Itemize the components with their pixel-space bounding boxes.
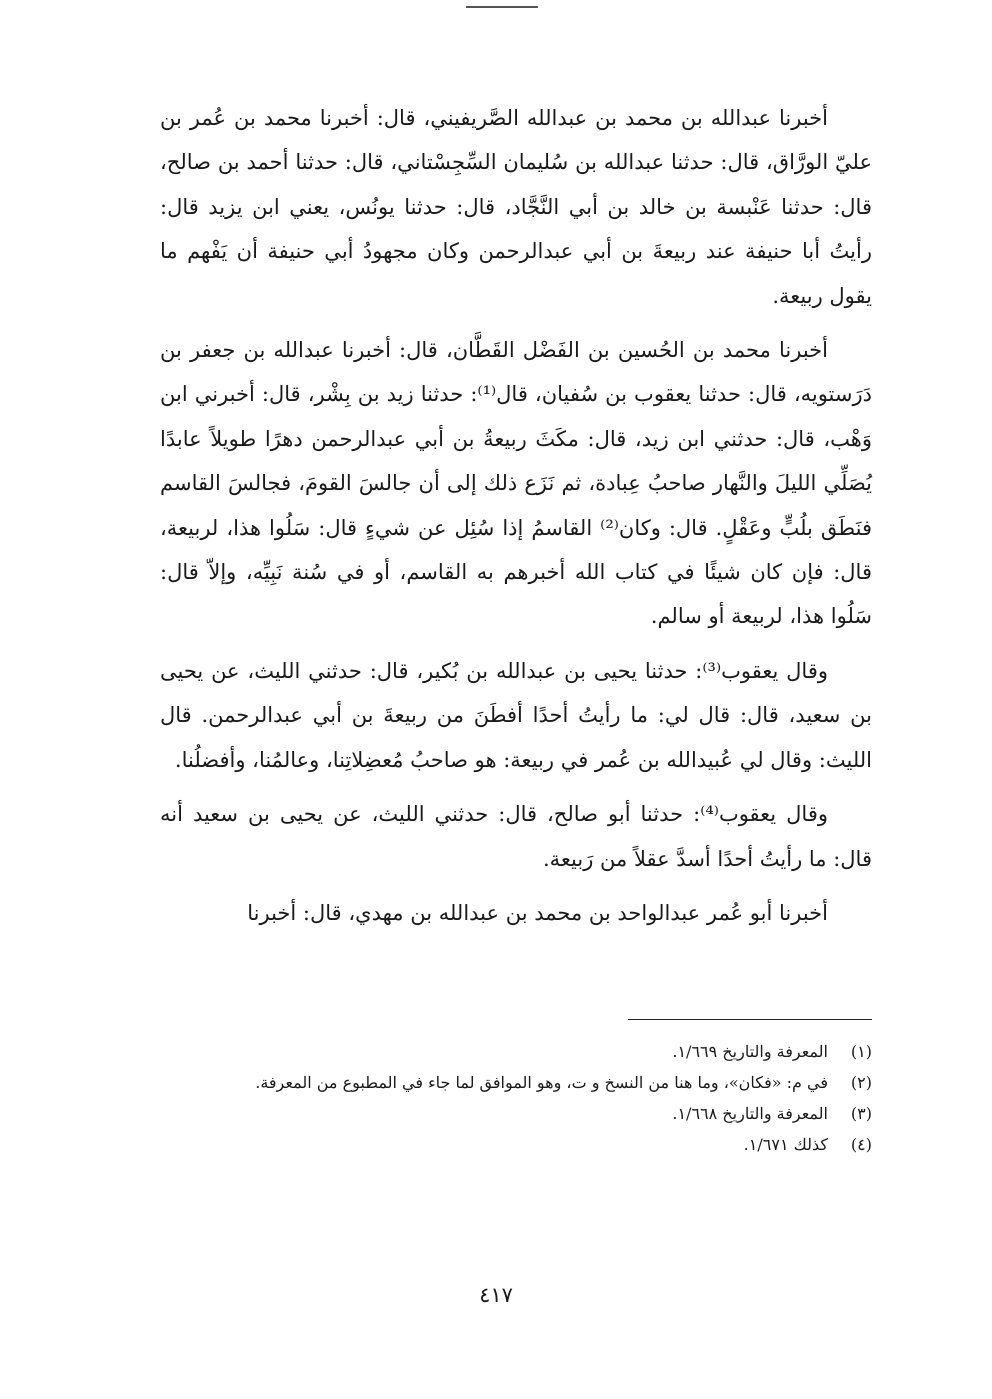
footnote-number: (٣) xyxy=(850,1104,872,1123)
footnote-3 xyxy=(160,1098,872,1129)
paragraph-5: أخبرنا أبو عُمر عبدالواحد بن محمد بن عبدالله بن مهدي، قال: أخبرنا xyxy=(247,900,828,925)
footnote-number: (٤) xyxy=(850,1135,872,1154)
top-rule xyxy=(466,6,538,8)
footnotes xyxy=(160,1036,872,1160)
footnote-1 xyxy=(160,1036,872,1067)
footnote-number: (١) xyxy=(850,1042,872,1061)
paragraph-4: وقال يعقوب⁽⁴⁾: حدثنا أبو صالح، قال: حدثني الليث، عن يحيى بن سعيد أنه قال: ما رأيتُ أحدًا أسدَّ عقلاً من رَبيعة. xyxy=(160,802,872,871)
footnote-text: كذلك ١/٦٧١. xyxy=(743,1135,828,1154)
paragraph-3: وقال يعقوب⁽³⁾: حدثنا يحيى بن عبدالله بن بُكير، قال: حدثني الليث، عن يحيى بن سعيد، قال: قال لي: ما رأيتُ أحدًا أفطَنَ من ربيعةَ بن أبي عبدالرحمن. قال الليث: وقال لي عُبيدالله بن عُمر في ربيعة: هو صاحبُ مُعضِلاتِنا، وعالمُنا، وأفضلُنا. xyxy=(160,658,872,772)
footnote-text: المعرفة والتاريخ ١/٦٦٩. xyxy=(672,1042,828,1061)
paragraph-2: أخبرنا محمد بن الحُسين بن الفَضْل القَطَّان، قال: أخبرنا عبدالله بن جعفر بن دَرَستويه، قال: حدثنا يعقوب بن سُفيان، قال⁽¹⁾: حدثنا زيد بن بِشْر، قال: أخبرني ابن وَهْب، قال: حدثني ابن زيد، قال: مكَثَ ربيعةُ بن أبي عبدالرحمن دهرًا طويلاً عابدًا يُصَلِّي الليلَ والنَّهار صاحبُ عِبادة، ثم نَزَع ذلك إلى أن جالسَ القومَ، فجالسَ القاسم فنَطَق بلُبٍّ وعَقْلٍ. قال: وكان⁽²⁾ القاسمُ إذا سُئِل عن شيءٍ قال: سَلُوا هذا، لربيعة، قال: فإن كان شيئًا في كتاب الله أخبرهم به القاسم، أو في سُنة نَبِيِّه، وإلاّ قال: سَلُوا هذا، لربيعة أو سالم. xyxy=(160,338,872,629)
paragraph-1: أخبرنا عبدالله بن محمد بن عبدالله الصَّريفيني، قال: أخبرنا محمد بن عُمر بن عليّ الورَّاق، قال: حدثنا عبدالله بن سُليمان السِّجِسْتاني، قال: حدثنا أحمد بن صالح، قال: حدثنا عَنْبسة بن خالد بن أبي النَّجَّاد، قال: حدثنا يونُس، يعني ابن يزيد قال: رأيتُ أبا حنيفة عند ربيعةَ بن أبي عبدالرحمن وكان مجهودُ أبي حنيفة أن يَفْهم ما يقول ربيعة. xyxy=(160,106,872,308)
main-text xyxy=(160,96,872,935)
footnote-separator xyxy=(628,1019,872,1020)
footnote-2 xyxy=(160,1067,872,1098)
footnote-text: في م: «فكان»، وما هنا من النسخ و ت، وهو الموافق لما جاء في المطبوع من المعرفة. xyxy=(255,1073,828,1092)
footnote-number: (٢) xyxy=(850,1073,872,1092)
footnote-4 xyxy=(160,1129,872,1160)
page-number: ٤١٧ xyxy=(479,1283,513,1307)
footnote-text: المعرفة والتاريخ ١/٦٦٨. xyxy=(672,1104,828,1123)
